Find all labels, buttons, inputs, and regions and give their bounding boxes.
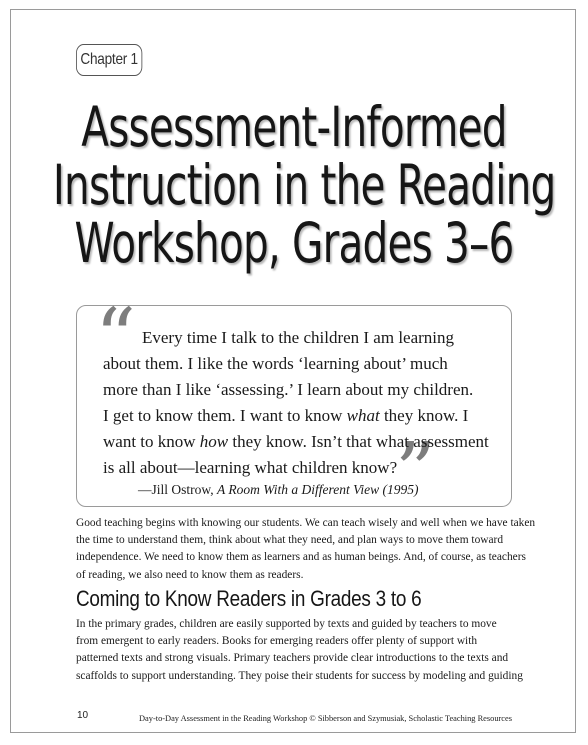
paragraph-line: the time to understand them, think about what they need, and plan ways to move them toward xyxy=(76,534,504,547)
attribution-author: —Jill Ostrow, xyxy=(138,482,218,497)
quote-line: I get to know them. I want to know what they know. I xyxy=(103,406,469,425)
title-line: Instruction in the Reading xyxy=(52,153,556,217)
quote-line: want to know how they know. Isn’t that what assessment xyxy=(103,432,489,451)
paragraph-line: In the primary grades, children are easily supported by texts and guided by teachers to move xyxy=(76,618,497,630)
quote-attribution xyxy=(138,482,419,498)
epigraph-text xyxy=(103,325,503,481)
attribution-work: A Room With a Different View (1995) xyxy=(217,482,419,497)
intro-paragraph xyxy=(76,515,536,584)
quote-line: about them. I like the words ‘learning about’ much xyxy=(103,354,448,373)
quote-line: is all about—learning what children know? xyxy=(103,458,398,477)
paragraph-line: Good teaching begins with knowing our students. We can teach wisely and well when we have taken xyxy=(76,517,536,529)
paragraph-line: scaffolds to support understanding. They poise their students for success by modeling and guiding xyxy=(76,669,523,682)
paragraph-line: of reading, we also need to know them as readers. xyxy=(76,568,304,581)
section-paragraph xyxy=(76,616,523,685)
quote-line: Every time I talk to the children I am learning xyxy=(142,328,455,347)
chapter-label: Chapter 1 xyxy=(76,44,142,76)
paragraph-line: patterned texts and strong visuals. Primary teachers provide clear introductions to the texts and xyxy=(76,652,509,665)
chapter-title xyxy=(0,95,588,275)
close-quote-icon: ” xyxy=(395,425,436,518)
section-heading: Coming to Know Readers in Grades 3 to 6 xyxy=(76,586,422,611)
open-quote-icon: “ xyxy=(95,291,136,384)
footer-credit: Day-to-Day Assessment in the Reading Workshop © Sibberson and Szymusiak, Scholastic Teaching Resources xyxy=(139,714,512,723)
quote-line: more than I like ‘assessing.’ I learn about my children. xyxy=(103,380,474,399)
title-line: Assessment-Informed xyxy=(81,95,507,159)
paragraph-line: from emergent to early readers. Books for emerging readers offer plenty of support with xyxy=(76,635,478,648)
paragraph-line: independence. We need to know them as learners and as human beings. And, of course, as teachers xyxy=(76,551,526,564)
page-number: 10 xyxy=(77,710,89,721)
title-line: Workshop, Grades 3–6 xyxy=(74,211,514,275)
